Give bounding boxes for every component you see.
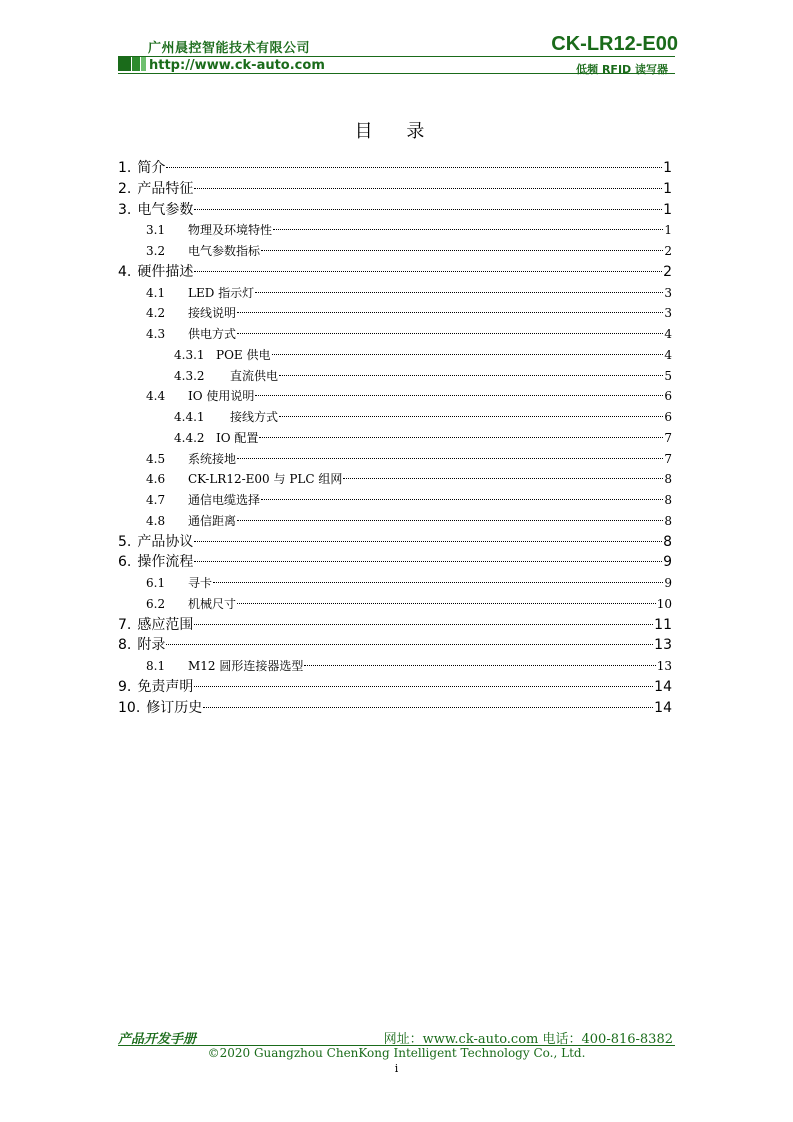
toc-entry-page: 4 [664, 327, 672, 341]
toc-leader-dots [279, 416, 663, 417]
toc-entry-label: IO 配置 [216, 430, 259, 445]
toc-entry[interactable] [118, 345, 672, 366]
toc-entry-number: 4.8 [146, 513, 166, 528]
toc-leader-dots [194, 209, 662, 210]
toc-entry[interactable] [118, 366, 672, 387]
toc-entry-page: 1 [663, 201, 672, 218]
toc-leader-dots [194, 686, 653, 687]
toc-entry-page: 1 [663, 160, 672, 176]
toc-leader-dots [237, 458, 663, 459]
toc-entry-page: 2 [663, 263, 672, 280]
table-of-contents [118, 158, 672, 718]
toc-entry-number: 6.2 [146, 596, 166, 611]
toc-entry-label: 通信距离 [188, 513, 237, 528]
toc-entry-label: 产品特征 [137, 180, 194, 197]
toc-entry-page: 7 [664, 430, 672, 445]
toc-entry[interactable] [118, 552, 672, 573]
toc-entry-label: LED 指示灯 [188, 285, 255, 300]
toc-entry[interactable] [118, 635, 672, 656]
toc-entry[interactable] [118, 428, 672, 449]
toc-entry-label: 简介 [137, 160, 166, 176]
toc-entry-page: 11 [654, 616, 672, 633]
toc-entry-page: 8 [663, 533, 672, 550]
toc-entry-number: 3.1 [146, 223, 166, 238]
toc-entry-page: 10 [656, 596, 672, 611]
toc-entry[interactable] [118, 615, 672, 636]
toc-entry-label: IO 使用说明 [188, 389, 255, 404]
toc-entry-page: 3 [664, 285, 672, 300]
toc-entry-number: 4.4.1 [174, 410, 205, 424]
toc-entry-label: 直流供电 [230, 368, 279, 383]
toc-entry-label: 电气参数指标 [188, 244, 261, 258]
toc-entry-number: 4.4 [146, 389, 166, 404]
toc-entry-label: 接线方式 [230, 410, 279, 424]
toc-entry-label: 寻卡 [188, 576, 213, 590]
toc-entry-page: 7 [664, 451, 672, 466]
toc-leader-dots [272, 354, 664, 355]
toc-entry-page: 8 [664, 472, 672, 487]
toc-leader-dots [194, 271, 662, 272]
header-model-number: CK-LR12-E00 [551, 33, 678, 55]
toc-entry-page: 14 [654, 678, 672, 695]
toc-entry-page: 1 [663, 180, 672, 197]
toc-entry-number: 8. [118, 637, 132, 654]
toc-entry[interactable] [118, 241, 672, 262]
toc-entry-number: 8.1 [146, 659, 166, 673]
toc-title: 目 录 [354, 121, 439, 142]
toc-leader-dots [343, 478, 663, 479]
toc-entry-page: 8 [664, 493, 672, 507]
toc-entry[interactable] [118, 490, 672, 511]
header-website[interactable]: http://www.ck-auto.com [149, 58, 325, 73]
toc-entry-number: 3. [118, 201, 132, 218]
toc-entry-number: 4.3.2 [174, 368, 205, 383]
page-number: i [394, 1062, 399, 1075]
toc-entry-label: POE 供电 [216, 347, 271, 362]
header-bottom-rule [118, 73, 675, 74]
toc-entry[interactable] [118, 283, 672, 304]
toc-entry-number: 7. [118, 616, 132, 633]
toc-entry-number: 4.4.2 [174, 430, 205, 445]
toc-entry-label: 硬件描述 [137, 263, 194, 280]
toc-entry-number: 4.1 [146, 285, 166, 300]
toc-entry[interactable] [118, 532, 672, 553]
toc-entry-page: 9 [663, 554, 672, 571]
toc-leader-dots [213, 582, 663, 583]
toc-entry-page: 8 [664, 513, 672, 528]
toc-entry-number: 4.2 [146, 306, 166, 321]
toc-entry-label: 操作流程 [137, 554, 194, 571]
toc-leader-dots [237, 333, 663, 334]
toc-entry-number: 4.6 [146, 472, 166, 487]
toc-entry[interactable] [118, 469, 672, 490]
toc-leader-dots [237, 312, 663, 313]
toc-entry-number: 4. [118, 263, 132, 280]
toc-entry[interactable] [118, 220, 672, 241]
toc-leader-dots [279, 375, 663, 376]
toc-entry-page: 9 [664, 576, 672, 590]
toc-entry-label: 免责声明 [137, 678, 194, 695]
toc-leader-dots [261, 499, 663, 500]
toc-leader-dots [259, 437, 663, 438]
toc-entry-page: 3 [664, 306, 672, 321]
toc-entry[interactable] [118, 262, 672, 283]
toc-leader-dots [237, 520, 663, 521]
toc-entry-page: 13 [654, 637, 672, 654]
toc-entry-number: 9. [118, 678, 132, 695]
toc-entry-page: 4 [664, 347, 672, 362]
toc-leader-dots [203, 707, 653, 708]
toc-entry-number: 1. [118, 160, 132, 176]
toc-leader-dots [273, 229, 663, 230]
toc-entry[interactable] [118, 573, 672, 594]
toc-entry[interactable] [118, 407, 672, 428]
toc-entry-label: 通信电缆选择 [188, 493, 261, 507]
toc-entry-label: 接线说明 [188, 306, 237, 321]
toc-entry-page: 1 [664, 223, 672, 238]
toc-entry-page: 2 [664, 244, 672, 258]
toc-entry-label: 机械尺寸 [188, 596, 237, 611]
toc-entry-number: 6. [118, 554, 132, 571]
toc-leader-dots [166, 644, 653, 645]
toc-entry-number: 4.3 [146, 327, 166, 341]
toc-leader-dots [255, 292, 663, 293]
toc-entry-label: 感应范围 [137, 616, 194, 633]
toc-entry[interactable] [118, 324, 672, 345]
toc-leader-dots [261, 250, 663, 251]
toc-leader-dots [194, 561, 662, 562]
toc-leader-dots [237, 603, 656, 604]
toc-entry[interactable] [118, 677, 672, 698]
toc-entry-number: 2. [118, 180, 132, 197]
toc-leader-dots [194, 624, 653, 625]
toc-entry-label: 物理及环境特性 [188, 223, 273, 238]
toc-entry-label: 供电方式 [188, 327, 237, 341]
toc-entry[interactable] [118, 656, 672, 677]
header-company-name: 广州晨控智能技术有限公司 [148, 41, 311, 56]
toc-entry-label: 产品协议 [137, 533, 194, 550]
toc-entry-page: 5 [664, 368, 672, 383]
toc-entry-number: 6.1 [146, 576, 166, 590]
toc-leader-dots [255, 395, 663, 396]
toc-entry[interactable] [118, 303, 672, 324]
header-product-subtitle: 低频 RFID 读写器 [576, 63, 668, 76]
toc-entry-page: 6 [664, 389, 672, 404]
toc-entry-number: 10. [118, 699, 141, 716]
toc-entry[interactable] [118, 386, 672, 407]
toc-entry-number: 5. [118, 533, 132, 550]
toc-entry-label: M12 圆形连接器选型 [188, 659, 304, 673]
toc-entry[interactable] [118, 158, 672, 179]
toc-entry-number: 4.3.1 [174, 347, 205, 362]
toc-leader-dots [194, 188, 662, 189]
toc-entry[interactable] [118, 594, 672, 615]
toc-entry-number: 3.2 [146, 244, 166, 258]
toc-leader-dots [166, 167, 662, 168]
toc-entry-label: 附录 [137, 637, 166, 654]
toc-leader-dots [194, 541, 662, 542]
toc-entry-label: 修订历史 [146, 699, 203, 716]
toc-entry[interactable] [118, 698, 672, 719]
toc-entry-page: 13 [656, 659, 672, 673]
toc-entry-page: 6 [664, 410, 672, 424]
footer-contact: 网址：www.ck-auto.com 电话：400-816-8382 [383, 1032, 673, 1047]
toc-entry-label: CK-LR12-E00 与 PLC 组网 [188, 472, 343, 487]
toc-leader-dots [304, 665, 655, 666]
toc-entry[interactable] [118, 511, 672, 532]
toc-entry-label: 电气参数 [137, 201, 194, 218]
toc-entry-number: 4.5 [146, 451, 166, 466]
toc-entry[interactable] [118, 449, 672, 470]
toc-entry[interactable] [118, 200, 672, 221]
toc-entry-page: 14 [654, 699, 672, 716]
toc-entry-number: 4.7 [146, 493, 166, 507]
toc-entry-label: 系统接地 [188, 451, 237, 466]
header-top-rule [118, 56, 675, 57]
toc-entry[interactable] [118, 179, 672, 200]
footer-manual-label: 产品开发手册 [118, 1032, 197, 1047]
footer-copyright: ©2020 Guangzhou ChenKong Intelligent Technology Co., Ltd. [207, 1046, 586, 1060]
